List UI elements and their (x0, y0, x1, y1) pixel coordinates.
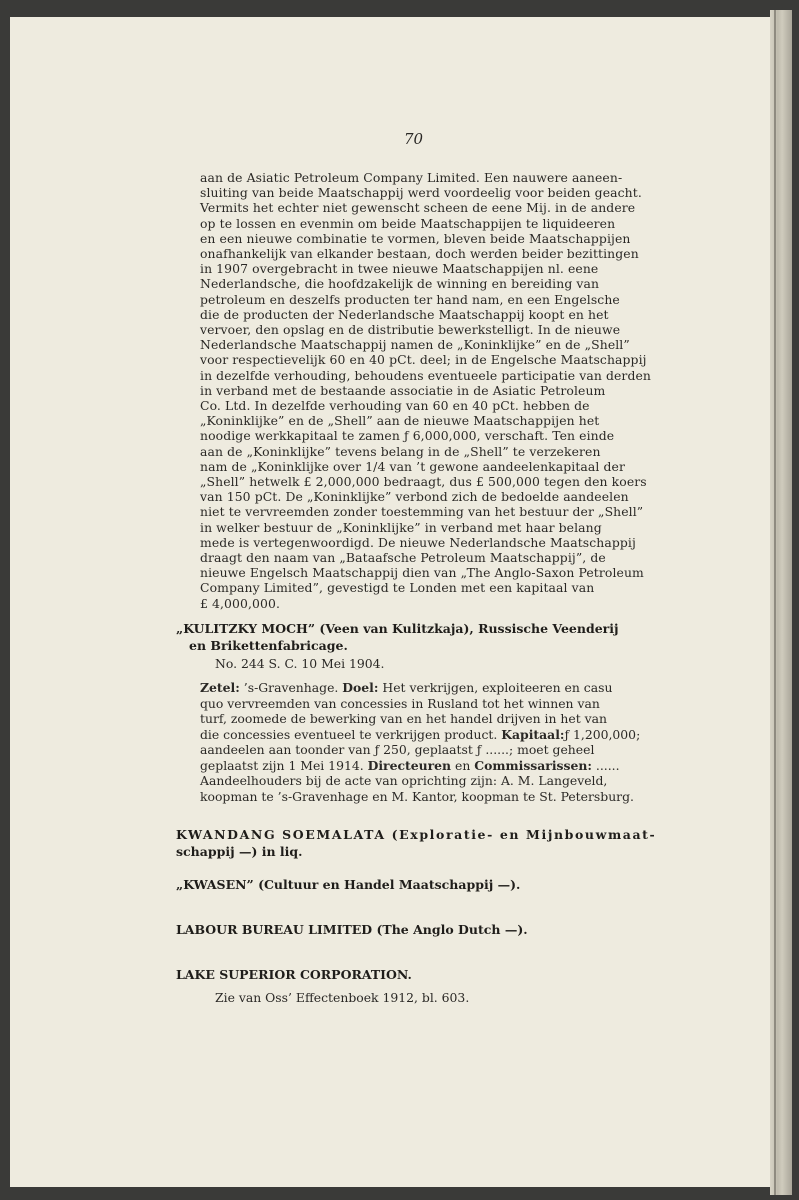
intro-line: petroleum en deszelfs producten ter hand nam, en een Engelsche (200, 291, 620, 307)
intro-line: aan de Asiatic Petroleum Company Limited. Een nauwere aaneen- (200, 170, 623, 185)
kulitzky-details (200, 680, 680, 804)
intro-line: „Shell” hetwelk £ 2,000,000 bedraagt, dus £ 500,000 tegen den koers (200, 474, 647, 490)
intro-line: die de producten der Nederlandsche Maatschappij koopt en het (200, 306, 609, 322)
intro-line: onafhankelijk van elkander bestaan, doch werden beider bezittingen (200, 246, 639, 262)
intro-line: in 1907 overgebracht in twee nieuwe Maatschappijen nl. eene (200, 261, 599, 277)
kulitzky-detail-line (200, 773, 680, 789)
lake-reference: Zie van Oss’ Effectenboek 1912, bl. 603. (215, 990, 470, 1005)
field-text: quo vervreemden van concessies in Rusland tot het winnen van (200, 695, 600, 711)
book-page-edge-line (774, 10, 776, 1195)
field-label: Directeuren (367, 757, 452, 773)
field-text: ...... (591, 757, 620, 773)
intro-line: Vermits het echter niet gewenscht scheen de eene Mij. in de andere (200, 200, 636, 216)
field-text: geplaatst zijn 1 Mei 1914. (200, 757, 368, 773)
intro-line: Company Limited”, gevestigd te Londen met een kapitaal van (200, 580, 595, 596)
heading-kulitzky-line2: en Brikettenfabricage. (189, 638, 348, 653)
intro-line: vervoer, den opslag en de distributie bewerkstelligt. In de nieuwe (200, 322, 621, 338)
intro-line: draagt den naam van „Bataafsche Petroleum Maatschappij”, de (200, 550, 606, 566)
field-text: en (451, 757, 475, 773)
kulitzky-detail-line (200, 727, 680, 743)
field-text: ƒ 1,200,000; (564, 726, 641, 742)
kulitzky-detail-line (200, 758, 680, 774)
intro-line: in dezelfde verhouding, behoudens eventueele participatie van derden (200, 367, 652, 383)
heading-lake-superior: LAKE SUPERIOR CORPORATION. (176, 967, 412, 982)
intro-line: Nederlandsche, die hoofdzakelijk de winning en bereiding van (200, 276, 600, 292)
intro-line: aan de „Koninklijke” tevens belang in de „Shell” te verzekeren (200, 443, 601, 459)
heading-kulitzky-line1: „KULITZKY MOCH” (Veen van Kulitzkaja), Russische Veenderij (176, 621, 619, 636)
field-text: turf, zoomede de bewerking van en het handel drijven in het van (200, 711, 607, 726)
field-label: Kapitaal: (501, 726, 565, 742)
kulitzky-detail-line (200, 711, 680, 727)
intro-line: nam de „Koninklijke over 1/4 van ’t gewone aandeelenkapitaal der (200, 458, 625, 474)
intro-line: in verband met de bestaande associatie in de Asiatic Petroleum (200, 382, 606, 398)
field-label: Zetel: (200, 680, 240, 695)
intro-line: van 150 pCt. De „Koninklijke” verbond zich de bedoelde aandeelen (200, 489, 629, 505)
field-text: Aandeelhouders bij de acte van oprichting zijn: A. M. Langeveld, (200, 773, 608, 788)
intro-line: Nederlandsche Maatschappij namen de „Koninklijke” en de „Shell” (200, 337, 630, 353)
intro-line: niet te vervreemden zonder toestemming van het bestuur der „Shell” (200, 504, 644, 520)
intro-line: in welker bestuur de „Koninklijke” in verband met haar belang (200, 519, 602, 535)
intro-line: sluiting van beide Maatschappij werd voordeelig voor beiden geacht. (200, 185, 642, 201)
intro-line: nieuwe Engelsch Maatschappij dien van „The Anglo-Saxon Petroleum (200, 565, 644, 581)
heading-kulitzky (176, 620, 696, 654)
intro-line: noodige werkkapitaal te zamen ƒ 6,000,000, verschaft. Ten einde (200, 428, 615, 444)
kulitzky-number: No. 244 S. C. 10 Mei 1904. (215, 656, 385, 671)
intro-line: voor respectievelijk 60 en 40 pCt. deel; in de Engelsche Maatschappij (200, 352, 647, 368)
field-text: koopman te ’s-Gravenhage en M. Kantor, koopman te St. Petersburg. (200, 788, 634, 804)
intro-line: en een nieuwe combinatie te vormen, bleven beide Maatschappijen (200, 230, 631, 246)
field-text: ’s-Gravenhage. (239, 680, 343, 695)
intro-line: Co. Ltd. In dezelfde verhouding van 60 en 40 pCt. hebben de (200, 398, 590, 414)
field-label: Doel: (342, 680, 379, 695)
intro-line: £ 4,000,000. (200, 595, 281, 611)
heading-kwasen: „KWASEN” (Cultuur en Handel Maatschappij —). (176, 877, 521, 892)
field-text: Het verkrijgen, exploiteeren en casu (378, 680, 613, 695)
kulitzky-detail-line (200, 789, 680, 805)
intro-line: „Koninklijke” en de „Shell” aan de nieuwe Maatschappijen het (200, 413, 600, 429)
page-number: 70 (404, 130, 424, 148)
heading-kwandang (176, 826, 696, 860)
kulitzky-detail-line (200, 680, 680, 696)
field-text: aandeelen aan toonder van ƒ 250, geplaatst ƒ ......; moet geheel (200, 742, 595, 757)
field-text: die concessies eventueel te verkrijgen product. (200, 726, 502, 742)
intro-paragraph (200, 170, 670, 611)
intro-line: mede is vertegenwoordigd. De nieuwe Nederlandsche Maatschappij (200, 534, 636, 550)
heading-labour: LABOUR BUREAU LIMITED (The Anglo Dutch —). (176, 922, 528, 937)
field-label: Commissarissen: (474, 757, 592, 773)
heading-kwandang-line1: KWANDANG SOEMALATA (Exploratie- en Mijnbouwmaat- (176, 827, 657, 842)
heading-kwandang-line2: schappij —) in liq. (176, 844, 303, 859)
kulitzky-detail-line (200, 742, 680, 758)
kulitzky-detail-line (200, 696, 680, 712)
intro-line: op te lossen en evenmin om beide Maatschappijen te liquideeren (200, 215, 616, 231)
